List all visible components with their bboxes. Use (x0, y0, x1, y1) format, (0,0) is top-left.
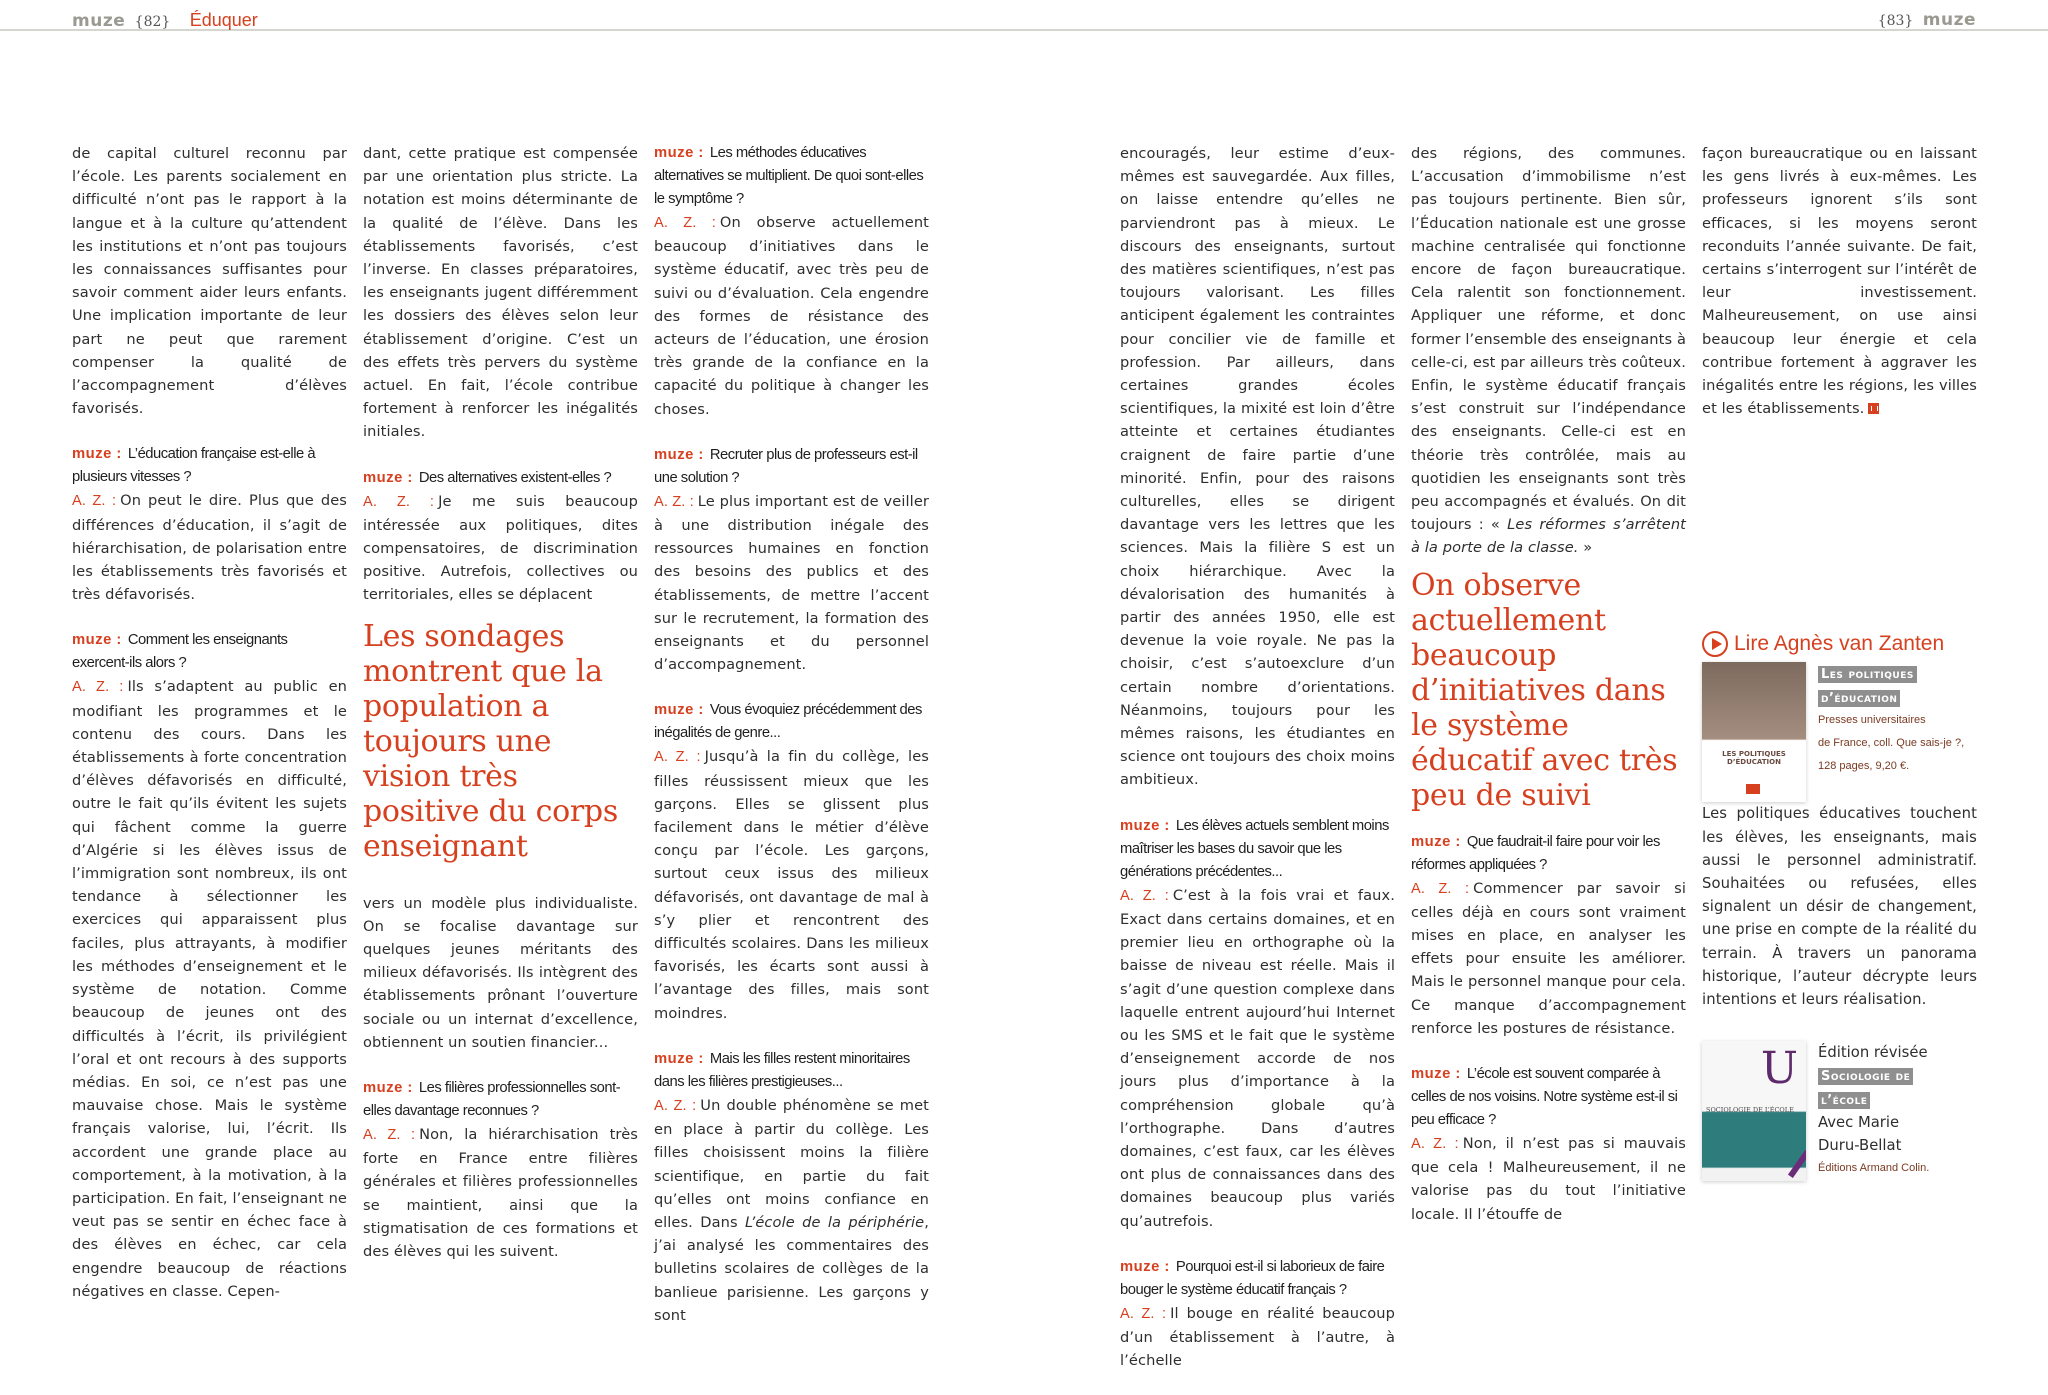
respondent-label: A. Z. : (654, 215, 716, 231)
book-publisher: Éditions Armand Colin. (1818, 1162, 1930, 1175)
book-cover-image (1702, 662, 1806, 802)
cover-title: SOCIOLOGIE DE L’ÉCOLE (1706, 1106, 1794, 1115)
question (1120, 815, 1395, 884)
play-arrow-icon (1702, 631, 1728, 657)
book-coauthor: Duru-Bellat (1818, 1137, 1902, 1155)
magazine-brand: muze (1922, 10, 1976, 30)
question-text: Recruter plus de professeurs est-il une solution ? (654, 446, 918, 486)
right-page-header (1874, 10, 1976, 31)
respondent-label: A. Z. : (72, 679, 124, 696)
page-number-left: {82} (134, 14, 171, 30)
publisher-logo-icon (1746, 784, 1760, 794)
sidebar-title-text: Lire Agnès van Zanten (1734, 632, 1945, 656)
reading-sidebar (1702, 630, 1977, 1181)
interviewer-label: muze : (1411, 1066, 1461, 1083)
paragraph (1702, 142, 1977, 420)
book-title-reference: L’école de la périphérie (745, 1213, 925, 1231)
interviewer-label: muze : (1120, 817, 1170, 834)
interviewer-label: muze : (654, 145, 704, 161)
answer-text: Le plus important est de veiller à une distribution inégale des ressources humaines en fonction des besoins des publics et des établissements, de mettre l’accent sur le recrutement, la formation des enseignants et du personnel d’accompagnement. (654, 492, 929, 674)
answer-text: C’est à la fois vrai et faux. Exact dans certains domaines, et en premier lieu en orthographe où la baisse de niveau est réelle. Mais il s’agit d’une question complexe dans laquelle entrent aujourd’hui Internet ou les SMS et le fait que le système d’enseignement accorde de nos jours plus d’importance à la compréhension globale qu’à l’orthographe. Dans d’autres domaines, c’est faux, car les élèves ont plus de connaissances dans des domaines beaucoup plus variés qu’autrefois. (1120, 886, 1395, 1230)
question-text: Les filières professionnelles sont-elles davantage reconnues ? (363, 1080, 621, 1120)
end-of-article-icon (1868, 403, 1879, 414)
article-column-1 (72, 142, 347, 1326)
paragraph-text: façon bureaucratique ou en laissant les gens livrés à eux-mêmes. Les professeurs ignorent s’ils sont efficaces, si les moyens seront reconduits l’année suivante. De fait, certains s’interrogent sur l’intérêt de leur investissement. Malheureusement, on use ainsi beaucoup leur énergie et cela contribue fortement à aggraver les inégalités entre les régions, les villes et les établissements. (1702, 145, 1977, 418)
answer (1120, 1302, 1395, 1373)
answer (72, 489, 347, 606)
answer-text: Non, il n’est pas si mauvais que cela ! Malheureusement, il ne valorise pas du tout l’initiative locale. Il l’étouffe de (1411, 1135, 1686, 1223)
interviewer-label: muze : (654, 702, 704, 719)
book-entry (1702, 662, 1977, 802)
answer (654, 211, 929, 421)
interviewer-label: muze : (72, 632, 122, 649)
answer-text: Non, la hiérarchisation très forte en France entre filières générales et filières professionnelles se maintient, ainsi que la stigmatisation de ces formations et des élèves qui les suivent. (363, 1126, 638, 1261)
question (1411, 831, 1686, 877)
answer-text: Il bouge en réalité beaucoup d’un établissement à l’autre, à l’échelle (1120, 1304, 1396, 1370)
paragraph: vers un modèle plus individualiste. On se focalise davantage sur quelques jeunes méritants des milieux défavorisés. Ils intègrent des établissements prônant l’ouverture sociale ou un internat d’excellence, obtiennent un soutien financier... (363, 894, 638, 1051)
question (654, 699, 929, 745)
respondent-label: A. Z. : (1411, 880, 1470, 897)
answer-text: On observe actuellement beaucoup d’initiatives dans le système éducatif, avec très peu de suivi ou d’évaluation. Cela engendre des formes de résistance des acteurs de l’éducation, une érosion très grande de la confiance en la capacité du politique à changer les choses. (654, 214, 929, 418)
article-column-6 (1702, 142, 1977, 1181)
interviewer-label: muze : (1120, 1258, 1170, 1275)
question (654, 1048, 929, 1094)
book-info (1818, 662, 1964, 802)
respondent-label: A. Z. : (1120, 1305, 1167, 1322)
respondent-label: A. Z. : (654, 493, 694, 510)
answer-text: , j’ai analysé les commentaires des bulletins scolaires de collèges de la banlieue parisienne. Les garçons y sont (654, 1213, 929, 1324)
paragraph: de capital culturel reconnu par l’école. Les parents socialement en difficulté n’ont pas le rapport à la langue et à la culture qu’attendent les institutions et n’ont pas toujours les connaissances suffisantes pour savoir comment aider leurs enfants. Une implication importante de leur part ne peut que rarement compenser la qualité de l’accompagnement d’élèves favorisés. (72, 145, 347, 418)
book-info (1818, 1041, 1929, 1181)
book-coauthor: Avec Marie (1818, 1113, 1900, 1131)
question-text: Vous évoquiez précédemment des inégalités de genre... (654, 702, 922, 742)
question-text: Que faudrait-il faire pour voir les réformes appliquées ? (1411, 833, 1660, 873)
quotation: Les réformes s’arrêtent à la porte de la classe. (1411, 516, 1686, 557)
book-title: Les politiques (1818, 666, 1917, 683)
book-publisher: Presses universitaires (1818, 713, 1926, 726)
article-column-3 (654, 142, 929, 1350)
question-text: Mais les filles restent minoritaires dans les filières prestigieuses... (654, 1050, 910, 1090)
question (1120, 1256, 1395, 1302)
answer-text: Commencer par savoir si celles déjà en cours sont vraiment mises en place, en analyser les effets pour ensuite les améliorer. Mais le personnel manque pour cela. Ce manque d’accompagnement renforce les postures de résistance. (1411, 879, 1687, 1037)
question (654, 444, 929, 490)
book-publisher: de France, coll. Que sais-je ?, (1818, 736, 1965, 749)
respondent-label: A. Z. : (654, 749, 701, 766)
answer (1411, 1132, 1686, 1226)
respondent-label: A. Z. : (363, 1127, 416, 1144)
header-rule (0, 29, 2048, 31)
paragraph-text: » (1578, 539, 1593, 557)
cover-series-letter: U (1760, 1043, 1798, 1095)
article-column-4 (1120, 142, 1395, 1395)
question-text: Les méthodes éducatives alternatives se multiplient. De quoi sont-elles le symptôme ? (654, 145, 924, 207)
book-cover-image (1702, 1041, 1806, 1181)
respondent-label: A. Z. : (1120, 887, 1169, 904)
question (654, 142, 929, 211)
paragraph (1411, 142, 1686, 560)
answer (654, 490, 929, 677)
book-price: 128 pages, 9,20 €. (1818, 759, 1910, 772)
interviewer-label: muze : (654, 1050, 704, 1067)
respondent-label: A. Z. : (363, 493, 435, 510)
answer-text: Ils s’adaptent au public en modifiant les programmes et le contenu des cours. Dans les établissements à forte concentration d’élèves défavorisés en difficulté, outre le fait qu’ils évitent les sujets qui fâchent comme la guerre d’Algérie si les élèves issus de l’immigration sont nombreux, ils ont tendance à sélectionner les exercices qui apparaissent plus faciles, plus attrayants, à modifier les méthodes d’enseignement et le système de notation. Comme beaucoup de jeunes ont des difficultés à l’écrit, ils privilégient l’oral et ont recours à des supports médias. En soi, ce n’est pas une mauvaise chose. Mais le système français valorise, lui, l’écrit. Ils accordent une grande place au comportement, à la motivation, à la participation. En fait, l’enseignant ne veut pas se sentir en échec face à des élèves en échec, car cela engendre beaucoup de réactions négatives en classe. Cepen- (72, 678, 348, 1300)
question (363, 467, 638, 490)
article-column-5 (1411, 142, 1686, 1249)
article-column-2 (363, 142, 638, 1286)
book-description: Les politiques éducatives touchent les élèves, les enseignants, mais aussi le personnel administratif. Souhaitées ou refusées, elles signalent un désir de changement, une prise en compte de la réalité du terrain. À travers un panorama historique, l’auteur décrypte leurs intentions et leurs réalisation. (1702, 805, 1977, 1009)
answer-text: Je me suis beaucoup intéressée aux politiques, dites compensatoires, de discrimination positive. Autrefois, collectives ou territoriales, elles se déplacent (363, 492, 638, 604)
answer (363, 1123, 638, 1263)
answer-text: Un double phénomène se met en place à partir du collège. Les filles choisissent moins la filière scientifique, en partie du fait qu’elles ont moins confiance en elles. Dans (654, 1096, 929, 1231)
question-text: Comment les enseignants exercent-ils alors ? (72, 632, 288, 672)
respondent-label: A. Z. : (654, 1097, 697, 1114)
pull-quote: On observe actuellement beaucoup d’initiatives dans le système éducatif avec très peu de suivi (1411, 567, 1678, 813)
interviewer-label: muze : (1411, 833, 1461, 850)
question (363, 1077, 638, 1123)
question (72, 443, 347, 489)
respondent-label: A. Z. : (72, 493, 117, 510)
answer (654, 745, 929, 1024)
question-text: L’école est souvent comparée à celles de nos voisins. Notre système est-il si peu efficace ? (1411, 1066, 1678, 1129)
question-text: L’éducation française est-elle à plusieurs vitesses ? (72, 446, 316, 486)
paragraph: encouragés, leur estime d’eux-mêmes est sauvegardée. Aux filles, on laisse entendre qu’elles ne parviendront pas à mieux. Le discours des enseignants, surtout des matières scientifiques, n’est pas toujours valorisant. Les filles anticipent également les contraintes pour concilier vie de famille et profession. Par ailleurs, dans certaines grandes écoles scientifiques, la mixité est loin d’être atteinte et certaines étudiantes craignent de faire partie d’une minorité. Enfin, pour des raisons culturelles, elles se dirigent davantage vers les lettres que les sciences. Mais la filière S est un choix hiérarchique. Avec la dévalorisation des humanités à partir des années 1950, elle est devenue la voie royale. Ne pas la choisir, c’est s’autoexclure d’un certain nombre d’orientations. Néanmoins, toujours pour les mêmes raisons, les étudiantes en science ont toujours des choix moins ambitieux. (1120, 145, 1395, 789)
book-title: l’école (1818, 1092, 1870, 1109)
answer-text: Jusqu’à la fin du collège, les filles réussissent mieux que les garçons. Elles se glissent plus facilement dans le métier d’élève conçu par l’école. Les garçons, surtout ceux issus des milieux défavorisés, ont davantage de mal à s’y plier et rencontrent des difficultés scolaires. Dans les milieux favorisés, les écarts sont aussi à l’avantage des filles, mais sont moindres. (654, 748, 929, 1022)
answer (1120, 884, 1395, 1233)
cover-stripe (1788, 1150, 1806, 1178)
section-title: Éduquer (189, 10, 258, 30)
paragraph: dant, cette pratique est compensée par une orientation plus stricte. La notation est moins déterminante de la qualité de l’élève. Dans les établissements favorisés, c’est l’inverse. En classes préparatoires, les enseignants jugent différemment les dossiers des élèves selon leur établissement d’origine. C’est un des effets très pervers du système actuel. En fait, l’école contribue fortement à renforcer les inégalités initiales. (363, 145, 638, 441)
magazine-brand: muze (72, 11, 126, 31)
answer (72, 675, 347, 1302)
paragraph-text: des régions, des communes. L’accusation d’immobilisme n’est pas toujours pertinente. Bien sûr, l’Éducation nationale est une grosse machine centralisée qui fonctionne encore de façon bureaucratique. Cela ralentit son fonctionnement. Appliquer une réforme, et donc former l’ensemble des enseignants à celle-ci, est par ailleurs très coûteux. Enfin, le système éducatif français s’est construit sur l’indépendance des enseignants. Celle-ci est en théorie très contrôlée, mais au quotidien les enseignants sont très peu accompagnés et évalués. On dit toujours : « (1411, 145, 1686, 534)
answer (363, 490, 638, 607)
book-edition: Édition révisée (1818, 1044, 1928, 1062)
book-entry (1702, 1041, 1977, 1181)
respondent-label: A. Z. : (1411, 1136, 1459, 1153)
question (1411, 1063, 1686, 1132)
interviewer-label: muze : (363, 1080, 413, 1097)
book-title: d’éducation (1818, 690, 1900, 707)
answer (1411, 877, 1686, 1040)
question-text: Pourquoi est-il si laborieux de faire bouger le système éducatif français ? (1120, 1258, 1385, 1298)
answer-text: On peut le dire. Plus que des différences d’éducation, il s’agit de hiérarchisation, de polarisation entre les établissements très favorisés et très défavorisés. (72, 492, 347, 604)
left-page-header (72, 10, 258, 32)
interviewer-label: muze : (363, 469, 413, 486)
sidebar-title (1702, 630, 1977, 658)
answer (654, 1094, 929, 1327)
question (72, 629, 347, 675)
interviewer-label: muze : (654, 446, 704, 463)
question-text: Les élèves actuels semblent moins maîtriser les bases du savoir que les générations précédentes... (1120, 817, 1389, 880)
cover-title: LES POLITIQUES D’ÉDUCATION (1722, 750, 1786, 767)
interviewer-label: muze : (72, 446, 122, 463)
pull-quote: Les sondages montrent que la population a toujours une vision très positive du corps enseignant (363, 618, 618, 864)
book-title: Sociologie de (1818, 1068, 1913, 1085)
question-text: Des alternatives existent-elles ? (418, 469, 612, 486)
page-number-right: {83} (1877, 13, 1914, 29)
